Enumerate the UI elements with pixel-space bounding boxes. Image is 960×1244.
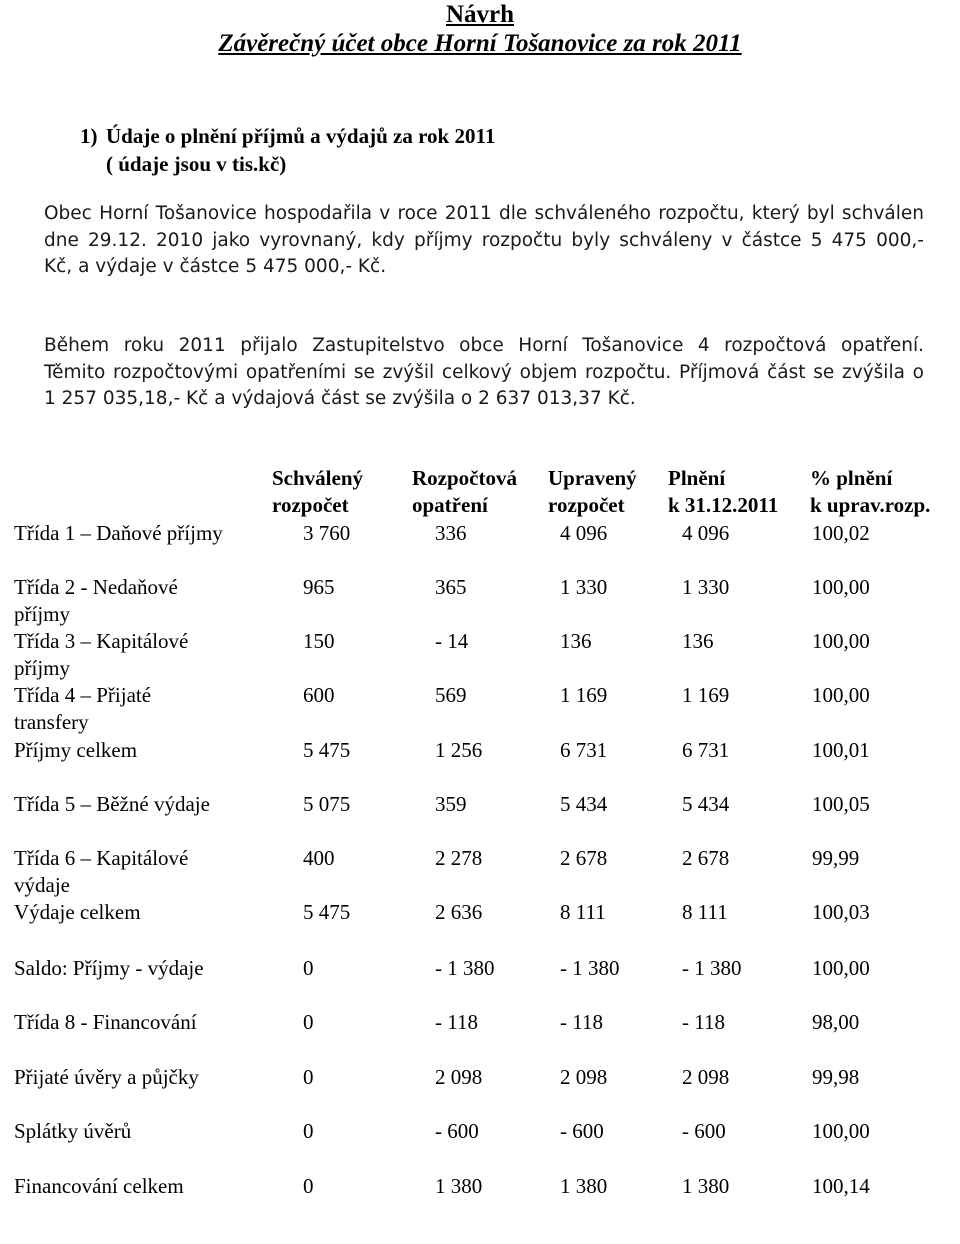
table-cell: 100,02 bbox=[812, 521, 870, 545]
table-cell: 0 bbox=[303, 1010, 314, 1034]
column-header: Plnění bbox=[668, 466, 726, 490]
row-label: Třída 1 – Daňové příjmy bbox=[14, 521, 223, 545]
table-cell: 365 bbox=[435, 575, 467, 599]
table-cell: 3 760 bbox=[303, 521, 351, 545]
table-cell: 2 278 bbox=[435, 846, 483, 870]
table-cell: 1 169 bbox=[560, 683, 608, 707]
row-label: Třída 4 – Přijaté bbox=[14, 683, 152, 707]
row-label: Třída 3 – Kapitálové bbox=[14, 629, 189, 653]
column-header: rozpočet bbox=[272, 493, 349, 517]
paragraph-line: 1 257 035,18,- Kč a výdajová část se zvýšila o 2 637 013,37 Kč. bbox=[44, 388, 636, 409]
column-header: rozpočet bbox=[548, 493, 625, 517]
table-cell: 5 475 bbox=[303, 738, 351, 762]
table-cell: - 1 380 bbox=[682, 956, 742, 980]
row-label: Třída 5 – Běžné výdaje bbox=[14, 792, 210, 816]
table-cell: 136 bbox=[682, 629, 714, 653]
table-cell: 6 731 bbox=[682, 738, 730, 762]
table-cell: - 600 bbox=[435, 1119, 479, 1143]
table-cell: - 600 bbox=[682, 1119, 726, 1143]
row-label: transfery bbox=[14, 710, 89, 734]
table-cell: 100,00 bbox=[812, 1119, 870, 1143]
table-cell: 0 bbox=[303, 1065, 314, 1089]
row-label: příjmy bbox=[14, 602, 70, 626]
table-cell: 100,14 bbox=[812, 1174, 870, 1198]
row-label: Třída 6 – Kapitálové bbox=[14, 846, 189, 870]
document-title: Návrh bbox=[445, 1, 515, 28]
table-cell: 2 678 bbox=[560, 846, 608, 870]
table-cell: 100,03 bbox=[812, 900, 870, 924]
table-cell: 5 075 bbox=[303, 792, 351, 816]
paragraph-line: dne 29.12. 2010 jako vyrovnaný, kdy příjmy rozpočtu byly schváleny v částce 5 475 000,- bbox=[44, 229, 924, 251]
table-cell: 965 bbox=[303, 575, 335, 599]
table-cell: 99,98 bbox=[812, 1065, 860, 1089]
row-label: Saldo: Příjmy - výdaje bbox=[14, 956, 204, 980]
document-subtitle: Závěrečný účet obce Horní Tošanovice za rok 2011 bbox=[218, 30, 742, 57]
table-cell: 136 bbox=[560, 629, 592, 653]
table-cell: - 118 bbox=[435, 1010, 478, 1034]
table-cell: 2 636 bbox=[435, 900, 483, 924]
table-cell: 100,00 bbox=[812, 629, 870, 653]
section-number: 1) bbox=[80, 124, 98, 148]
table-cell: 359 bbox=[435, 792, 467, 816]
section-subtitle: ( údaje jsou v tis.kč) bbox=[106, 152, 287, 176]
table-cell: 600 bbox=[303, 683, 335, 707]
table-cell: 5 475 bbox=[303, 900, 351, 924]
row-label: Financování celkem bbox=[14, 1174, 184, 1198]
table-cell: 100,05 bbox=[812, 792, 870, 816]
column-header: Rozpočtová bbox=[412, 466, 517, 490]
table-cell: 1 380 bbox=[682, 1174, 730, 1198]
table-cell: - 1 380 bbox=[435, 956, 495, 980]
table-cell: 100,00 bbox=[812, 683, 870, 707]
column-header: k 31.12.2011 bbox=[668, 493, 779, 517]
table-cell: 0 bbox=[303, 1174, 314, 1198]
column-header: k uprav.rozp. bbox=[810, 493, 931, 517]
table-cell: - 1 380 bbox=[560, 956, 620, 980]
section-title: Údaje o plnění příjmů a výdajů za rok 2011 bbox=[106, 124, 496, 148]
table-cell: 1 380 bbox=[435, 1174, 483, 1198]
table-cell: 5 434 bbox=[560, 792, 608, 816]
paragraph-line: Během roku 2011 přijalo Zastupitelstvo obce Horní Tošanovice 4 rozpočtová opatření. bbox=[44, 335, 924, 356]
table-cell: 100,00 bbox=[812, 956, 870, 980]
table-cell: 336 bbox=[435, 521, 467, 545]
row-label: Třída 8 - Financování bbox=[14, 1010, 197, 1034]
row-label: Výdaje celkem bbox=[14, 900, 141, 924]
table-cell: 100,01 bbox=[812, 738, 870, 762]
table-cell: 0 bbox=[303, 956, 314, 980]
table-cell: 569 bbox=[435, 683, 467, 707]
row-label: výdaje bbox=[14, 873, 70, 897]
table-cell: - 118 bbox=[560, 1010, 603, 1034]
table-cell: - 118 bbox=[682, 1010, 725, 1034]
table-cell: 1 330 bbox=[560, 575, 608, 599]
table-cell: 2 098 bbox=[435, 1065, 483, 1089]
table-cell: 100,00 bbox=[812, 575, 870, 599]
table-cell: 1 330 bbox=[682, 575, 730, 599]
table-cell: 5 434 bbox=[682, 792, 730, 816]
row-label: Příjmy celkem bbox=[14, 738, 138, 762]
column-header: opatření bbox=[412, 493, 488, 517]
column-header: Upravený bbox=[548, 466, 637, 490]
table-cell: 2 098 bbox=[682, 1065, 730, 1089]
column-header: % plnění bbox=[810, 466, 893, 490]
table-cell: 98,00 bbox=[812, 1010, 860, 1034]
table-cell: 400 bbox=[303, 846, 335, 870]
table-cell: 8 111 bbox=[560, 900, 606, 924]
row-label: příjmy bbox=[14, 656, 70, 680]
table-cell: 2 098 bbox=[560, 1065, 608, 1089]
table-cell: 4 096 bbox=[682, 521, 730, 545]
paragraph-line: Těmito rozpočtovými opatřeními se zvýšil celkový objem rozpočtu. Příjmová část se zvýšila o bbox=[44, 361, 924, 383]
table-cell: 4 096 bbox=[560, 521, 608, 545]
table-cell: 1 169 bbox=[682, 683, 730, 707]
paragraph-line: Obec Horní Tošanovice hospodařila v roce 2011 dle schváleného rozpočtu, který byl schválen bbox=[44, 203, 924, 224]
row-label: Splátky úvěrů bbox=[14, 1119, 132, 1143]
table-cell: 8 111 bbox=[682, 900, 728, 924]
table-cell: - 14 bbox=[435, 629, 469, 653]
table-cell: 1 256 bbox=[435, 738, 483, 762]
column-header: Schválený bbox=[272, 466, 364, 490]
table-cell: 6 731 bbox=[560, 738, 608, 762]
table-cell: 99,99 bbox=[812, 846, 860, 870]
table-cell: - 600 bbox=[560, 1119, 604, 1143]
table-cell: 0 bbox=[303, 1119, 314, 1143]
table-cell: 150 bbox=[303, 629, 335, 653]
table-cell: 1 380 bbox=[560, 1174, 608, 1198]
table-cell: 2 678 bbox=[682, 846, 730, 870]
row-label: Třída 2 - Nedaňové bbox=[14, 575, 178, 599]
paragraph-line: Kč, a výdaje v částce 5 475 000,- Kč. bbox=[44, 256, 387, 277]
row-label: Přijaté úvěry a půjčky bbox=[14, 1065, 199, 1089]
